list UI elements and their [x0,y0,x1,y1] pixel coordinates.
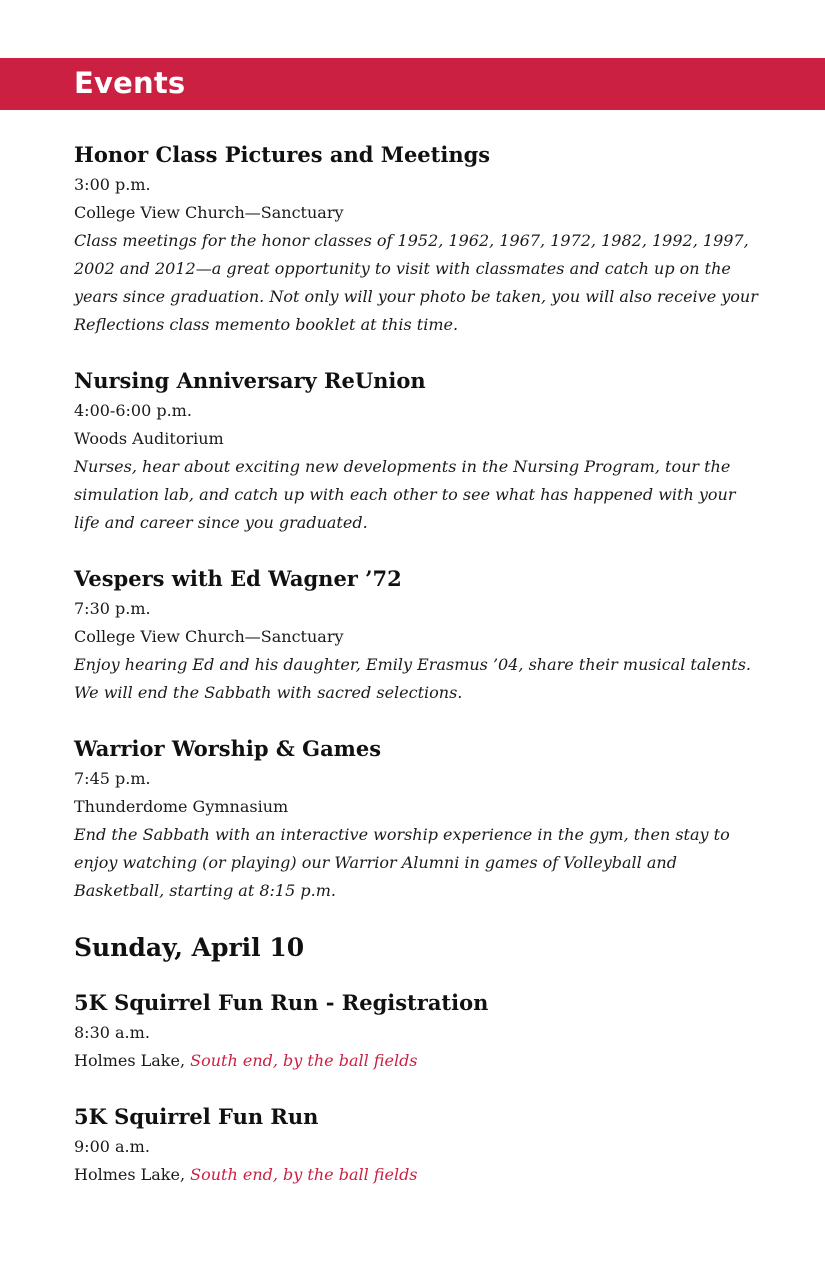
event-location [74,1161,764,1189]
section-banner [0,58,825,110]
section-title: Events [74,66,186,100]
event-title: Vespers with Ed Wagner ’72 [74,566,402,591]
event-location: Thunderdome Gymnasium [74,797,289,816]
event-title: Honor Class Pictures and Meetings [74,142,491,167]
event-location [74,1047,764,1075]
event-item [74,987,764,1075]
event-time: 8:30 a.m. [74,1023,150,1042]
event-title: 5K Squirrel Fun Run [74,1104,319,1129]
event-location-place: Holmes Lake, [74,1165,191,1184]
event-location: College View Church—Sanctuary [74,627,344,646]
event-item [74,365,764,537]
event-time: 3:00 p.m. [74,175,151,194]
event-item [74,563,764,707]
event-time: 7:30 p.m. [74,599,151,618]
event-item [74,1101,764,1189]
event-title: Nursing Anniversary ReUnion [74,368,426,393]
event-title: Warrior Worship & Games [74,736,382,761]
event-location: College View Church—Sanctuary [74,203,344,222]
event-time: 9:00 a.m. [74,1137,150,1156]
event-title: 5K Squirrel Fun Run - Registration [74,990,489,1015]
event-description: Nurses, hear about exciting new developments in the Nursing Program, tour the simulation lab, and catch up with each other to see what has happened with your life and career since you graduated. [74,457,736,532]
events-content [74,139,764,1215]
event-item [74,139,764,339]
event-time: 7:45 p.m. [74,769,151,788]
event-location-detail: South end, by the ball fields [190,1051,418,1070]
event-description: End the Sabbath with an interactive worship experience in the gym, then stay to enjoy watching (or playing) our Warrior Alumni in games of Volleyball and Basketball, starting at 8:15 p.m. [74,825,730,900]
event-time: 4:00-6:00 p.m. [74,401,192,420]
event-description: Enjoy hearing Ed and his daughter, Emily Erasmus ’04, share their musical talents. We will end the Sabbath with sacred selections. [74,655,751,702]
event-location: Woods Auditorium [74,429,224,448]
event-location-place: Holmes Lake, [74,1051,191,1070]
event-description: Class meetings for the honor classes of 1952, 1962, 1967, 1972, 1982, 1992, 1997, 2002 and 2012—a great opportunity to visit with classmates and catch up on the years since graduation. Not only will your photo be taken, you will also receive your Reflections class memento booklet at this time. [74,231,758,334]
day-heading: Sunday, April 10 [74,933,305,962]
event-item [74,733,764,905]
event-location-detail: South end, by the ball fields [190,1165,418,1184]
